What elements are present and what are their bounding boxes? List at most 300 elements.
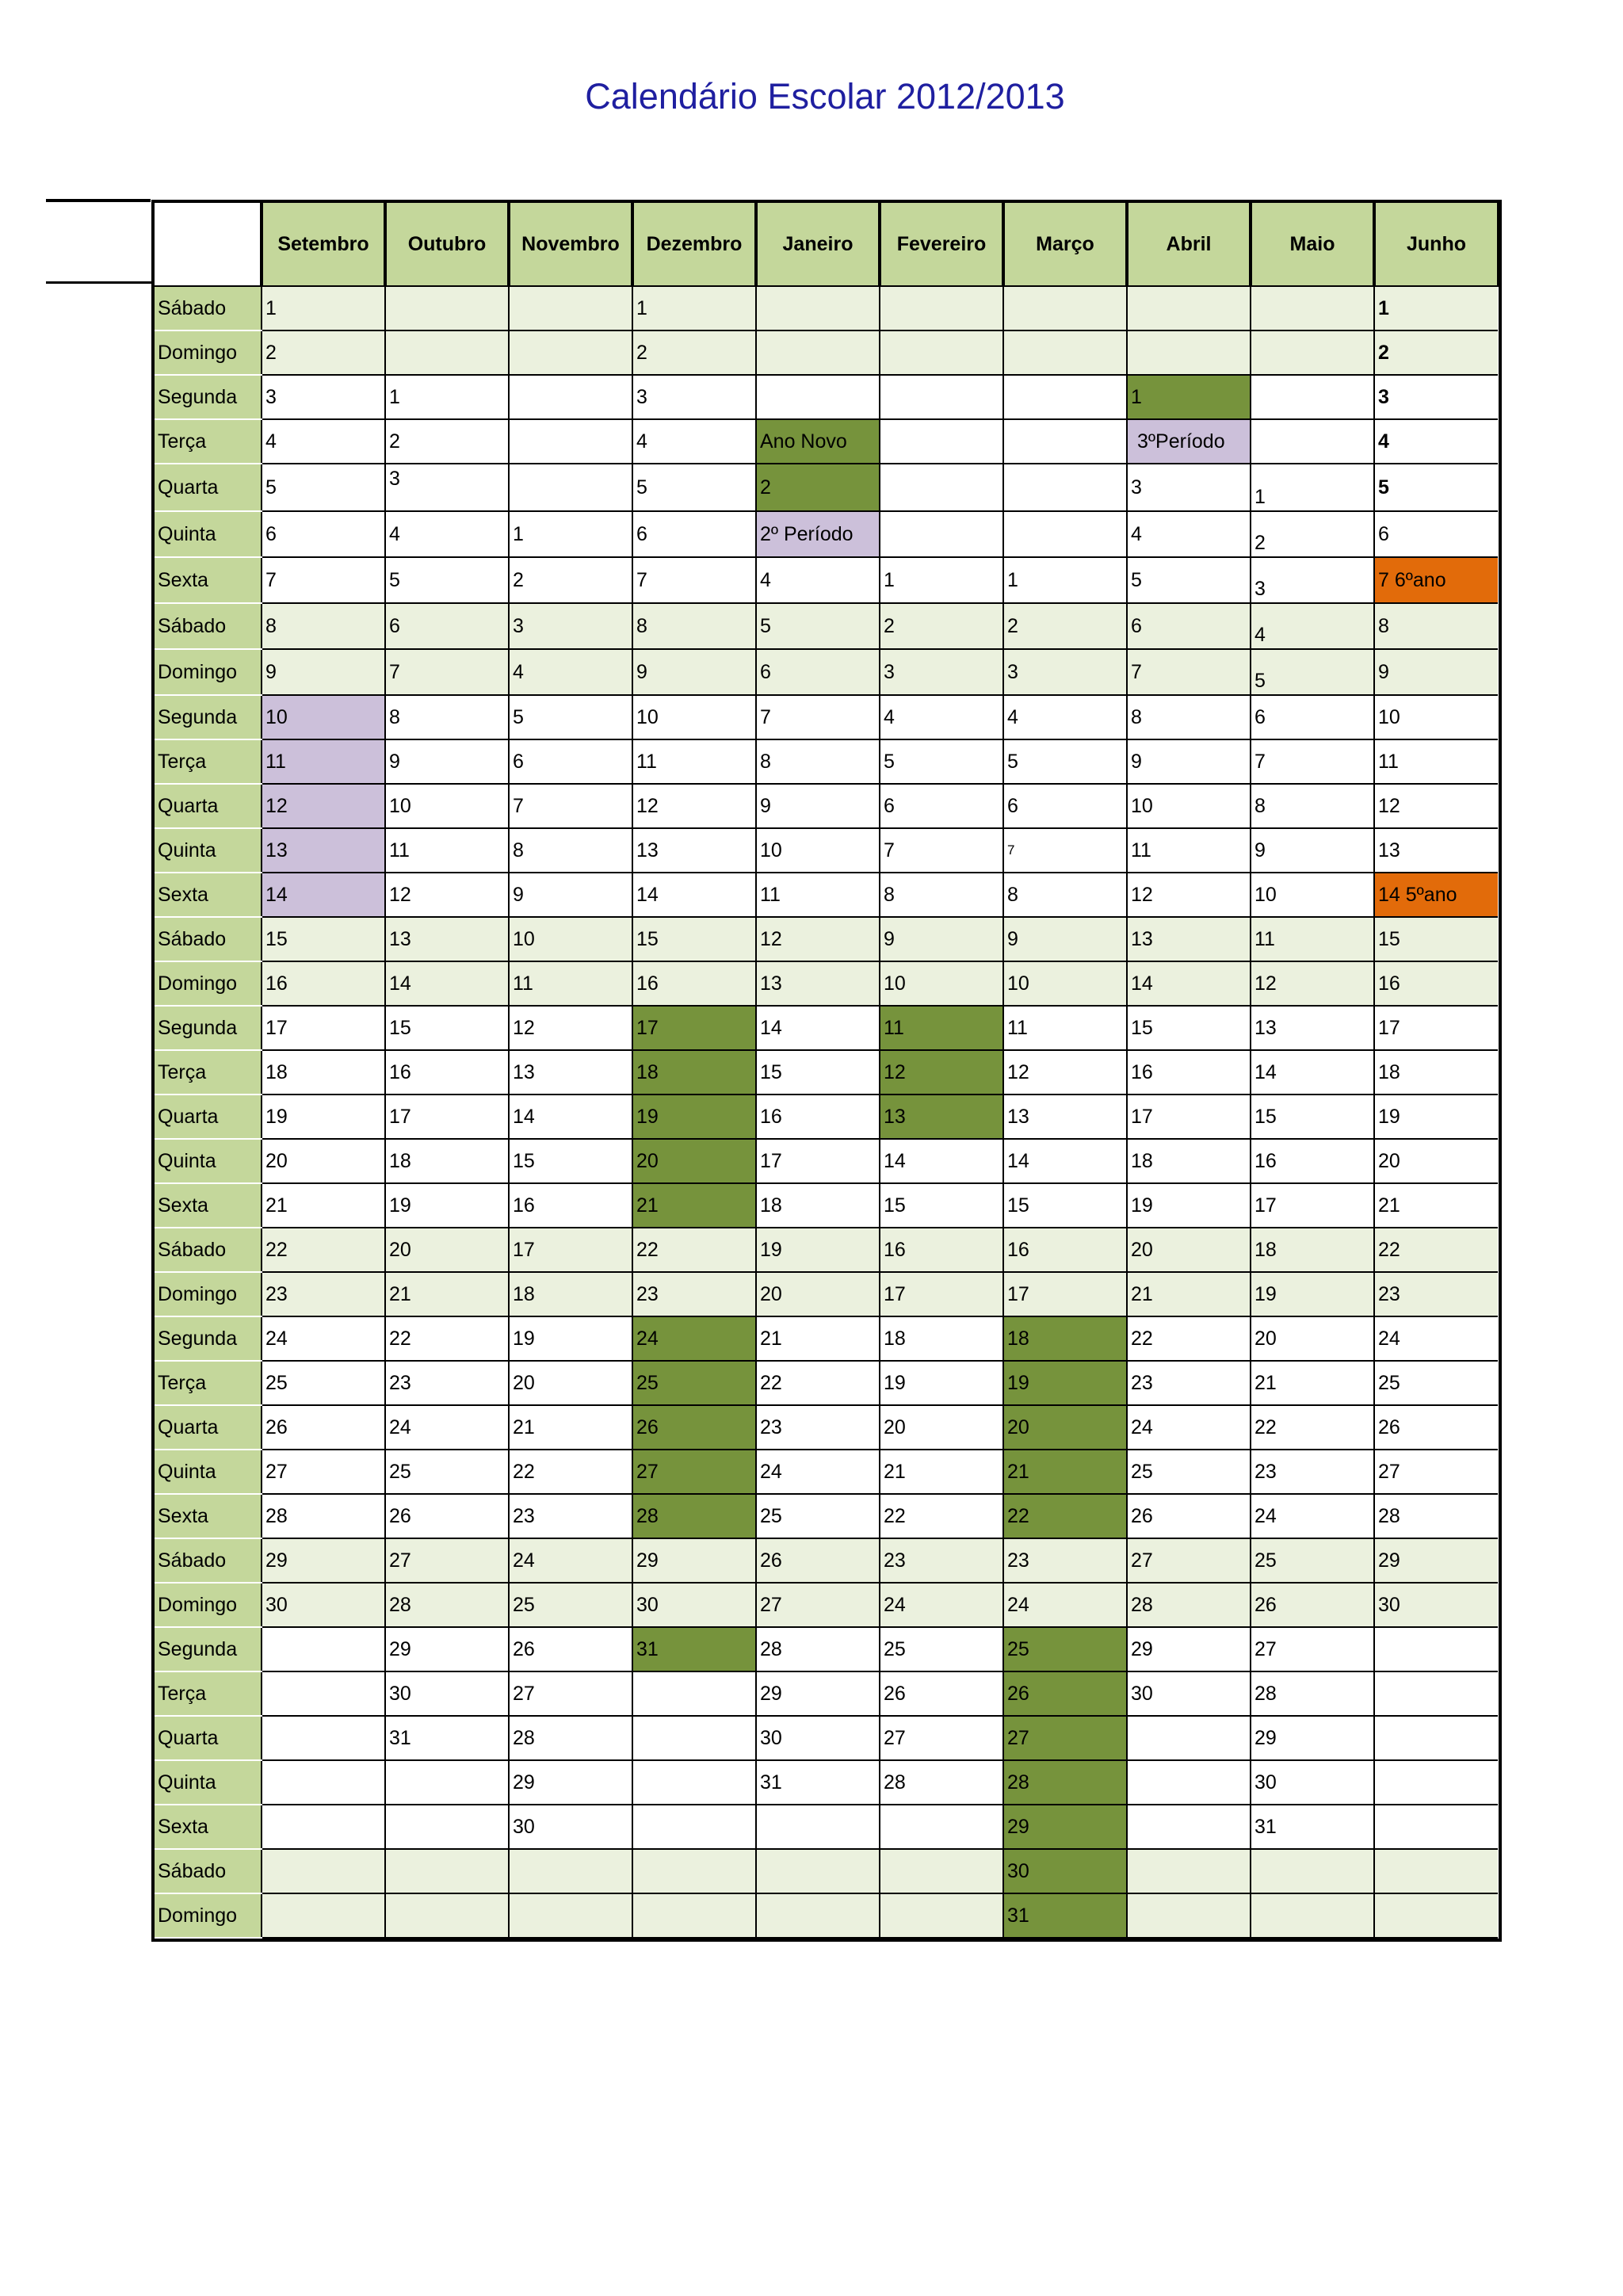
day-cell: 29 — [1127, 1627, 1251, 1671]
day-cell: 17 — [385, 1095, 509, 1139]
day-cell: 24 — [632, 1316, 756, 1361]
day-cell: 4 — [632, 419, 756, 464]
day-cell: 18 — [880, 1316, 1003, 1361]
day-cell: 23 — [756, 1405, 880, 1450]
day-cell: 21 — [880, 1450, 1003, 1494]
day-cell: 22 — [632, 1228, 756, 1272]
day-cell: 15 — [1003, 1183, 1127, 1228]
day-cell — [1003, 419, 1127, 464]
day-cell: 22 — [1003, 1494, 1127, 1538]
day-cell: 20 — [880, 1405, 1003, 1450]
day-cell: 5 — [509, 695, 632, 739]
day-cell: 24 — [1251, 1494, 1374, 1538]
table-row — [153, 649, 1498, 695]
table-row — [153, 286, 1498, 330]
day-cell — [1251, 1849, 1374, 1893]
day-cell: 2 — [262, 330, 385, 375]
day-cell: 1 — [632, 286, 756, 330]
day-cell: 20 — [385, 1228, 509, 1272]
day-cell: 2 — [1251, 511, 1374, 557]
day-cell: 10 — [632, 695, 756, 739]
day-cell: 29 — [1003, 1805, 1127, 1849]
day-cell: 24 — [1374, 1316, 1498, 1361]
weekday-label: Segunda — [153, 695, 262, 739]
table-row — [153, 1716, 1498, 1760]
weekday-label: Quarta — [153, 1405, 262, 1450]
day-cell — [756, 286, 880, 330]
day-cell — [385, 1893, 509, 1938]
day-cell: 28 — [1127, 1583, 1251, 1627]
day-cell: 11 — [632, 739, 756, 784]
day-cell: 25 — [632, 1361, 756, 1405]
day-cell: 19 — [880, 1361, 1003, 1405]
day-cell: 6 — [1127, 603, 1251, 649]
day-cell: 16 — [1127, 1050, 1251, 1095]
table-row — [153, 1583, 1498, 1627]
day-cell: 11 — [1003, 1006, 1127, 1050]
table-row — [153, 873, 1498, 917]
day-cell — [1003, 375, 1127, 419]
day-cell: 13 — [632, 828, 756, 873]
day-cell: 28 — [1003, 1760, 1127, 1805]
table-row — [153, 1627, 1498, 1671]
day-cell: 8 — [1127, 695, 1251, 739]
day-cell: 23 — [1374, 1272, 1498, 1316]
day-cell — [1127, 1716, 1251, 1760]
day-cell: 17 — [1127, 1095, 1251, 1139]
day-cell — [509, 1893, 632, 1938]
day-cell — [385, 1805, 509, 1849]
day-cell: 12 — [509, 1006, 632, 1050]
day-cell: 1 — [1374, 286, 1498, 330]
day-cell: 2 — [385, 419, 509, 464]
header-left-rule-bottom — [46, 281, 152, 284]
day-cell: 6 — [262, 511, 385, 557]
month-header: Março — [1003, 203, 1127, 286]
day-cell: 4 — [880, 695, 1003, 739]
page-title: Calendário Escolar 2012/2013 — [585, 76, 1065, 117]
day-cell — [1127, 1893, 1251, 1938]
day-cell: 5 — [1003, 739, 1127, 784]
day-cell: 17 — [880, 1272, 1003, 1316]
month-header: Fevereiro — [880, 203, 1003, 286]
day-cell: 28 — [632, 1494, 756, 1538]
day-cell: 24 — [1003, 1583, 1127, 1627]
day-cell: 25 — [1251, 1538, 1374, 1583]
day-cell: 10 — [509, 917, 632, 961]
day-cell — [632, 1671, 756, 1716]
day-cell: 15 — [1251, 1095, 1374, 1139]
day-cell: 29 — [1374, 1538, 1498, 1583]
day-cell — [1374, 1716, 1498, 1760]
day-cell: 16 — [880, 1228, 1003, 1272]
day-cell: 24 — [385, 1405, 509, 1450]
day-cell — [880, 464, 1003, 511]
weekday-label: Sábado — [153, 603, 262, 649]
day-cell: 6 — [385, 603, 509, 649]
day-cell — [262, 1849, 385, 1893]
day-cell — [262, 1716, 385, 1760]
day-cell: 13 — [509, 1050, 632, 1095]
day-cell: 15 — [1127, 1006, 1251, 1050]
day-cell: 24 — [509, 1538, 632, 1583]
day-cell — [262, 1627, 385, 1671]
day-cell: 2 — [1374, 330, 1498, 375]
day-cell: 27 — [756, 1583, 880, 1627]
day-cell — [1251, 330, 1374, 375]
table-row — [153, 511, 1498, 557]
day-cell — [385, 330, 509, 375]
weekday-label: Domingo — [153, 649, 262, 695]
day-cell: 23 — [509, 1494, 632, 1538]
day-cell: 6 — [1003, 784, 1127, 828]
day-cell: 3 — [1003, 649, 1127, 695]
weekday-label: Sexta — [153, 873, 262, 917]
day-cell — [262, 1760, 385, 1805]
day-cell: 10 — [1374, 695, 1498, 739]
weekday-label: Quinta — [153, 511, 262, 557]
weekday-label: Sábado — [153, 917, 262, 961]
table-row — [153, 1095, 1498, 1139]
day-cell: 7 — [262, 557, 385, 603]
table-row — [153, 1893, 1498, 1938]
day-cell: 31 — [385, 1716, 509, 1760]
day-cell: 22 — [385, 1316, 509, 1361]
day-cell — [632, 1805, 756, 1849]
day-cell: 29 — [385, 1627, 509, 1671]
table-row — [153, 1183, 1498, 1228]
day-cell: 2º Período — [756, 511, 880, 557]
day-cell: 13 — [1003, 1095, 1127, 1139]
day-cell — [632, 1849, 756, 1893]
day-cell: 16 — [385, 1050, 509, 1095]
day-cell: 20 — [1251, 1316, 1374, 1361]
day-cell: 26 — [1003, 1671, 1127, 1716]
day-cell: 30 — [1003, 1849, 1127, 1893]
day-cell: 7 — [1251, 739, 1374, 784]
day-cell: 28 — [509, 1716, 632, 1760]
day-cell: 25 — [1127, 1450, 1251, 1494]
table-row — [153, 1316, 1498, 1361]
day-cell: 26 — [756, 1538, 880, 1583]
day-cell: 20 — [509, 1361, 632, 1405]
day-cell: 3 — [385, 464, 509, 511]
day-cell: 20 — [1374, 1139, 1498, 1183]
day-cell: 12 — [632, 784, 756, 828]
month-header: Junho — [1374, 203, 1498, 286]
day-cell: 30 — [1374, 1583, 1498, 1627]
day-cell: 15 — [632, 917, 756, 961]
day-cell: 23 — [1127, 1361, 1251, 1405]
day-cell: 15 — [1374, 917, 1498, 961]
day-cell: 11 — [262, 739, 385, 784]
weekday-label: Quarta — [153, 464, 262, 511]
day-cell: 21 — [1127, 1272, 1251, 1316]
day-cell — [756, 1805, 880, 1849]
day-cell: 15 — [385, 1006, 509, 1050]
day-cell: 7 — [880, 828, 1003, 873]
day-cell: 19 — [262, 1095, 385, 1139]
day-cell — [880, 1805, 1003, 1849]
day-cell: 19 — [756, 1228, 880, 1272]
table-row — [153, 1006, 1498, 1050]
day-cell: 14 — [1127, 961, 1251, 1006]
day-cell: 13 — [1251, 1006, 1374, 1050]
day-cell — [632, 1893, 756, 1938]
day-cell: 12 — [1127, 873, 1251, 917]
day-cell: 21 — [262, 1183, 385, 1228]
weekday-label: Segunda — [153, 1316, 262, 1361]
day-cell: 11 — [509, 961, 632, 1006]
table-row — [153, 1760, 1498, 1805]
day-cell: 17 — [756, 1139, 880, 1183]
table-row — [153, 419, 1498, 464]
table-row — [153, 1405, 1498, 1450]
weekday-label: Sexta — [153, 1183, 262, 1228]
month-header: Setembro — [262, 203, 385, 286]
day-cell: 1 — [1127, 375, 1251, 419]
table-row — [153, 603, 1498, 649]
table-row — [153, 961, 1498, 1006]
day-cell — [385, 1849, 509, 1893]
day-cell — [756, 1893, 880, 1938]
day-cell — [1374, 1849, 1498, 1893]
day-cell: 12 — [385, 873, 509, 917]
day-cell: 9 — [1251, 828, 1374, 873]
weekday-label: Domingo — [153, 961, 262, 1006]
day-cell: 12 — [262, 784, 385, 828]
header-corner — [153, 203, 262, 286]
day-cell: 30 — [385, 1671, 509, 1716]
calendar-frame — [151, 200, 1502, 1942]
day-cell — [1127, 330, 1251, 375]
table-row — [153, 1671, 1498, 1716]
table-row — [153, 1805, 1498, 1849]
month-header: Janeiro — [756, 203, 880, 286]
day-cell: 4 — [1003, 695, 1127, 739]
day-cell: 1 — [385, 375, 509, 419]
day-cell: 28 — [756, 1627, 880, 1671]
day-cell: 13 — [385, 917, 509, 961]
day-cell: 29 — [509, 1760, 632, 1805]
day-cell: 18 — [385, 1139, 509, 1183]
weekday-label: Sábado — [153, 286, 262, 330]
day-cell: 11 — [1374, 739, 1498, 784]
day-cell: 7 — [756, 695, 880, 739]
day-cell: 3 — [1251, 557, 1374, 603]
day-cell: 19 — [1127, 1183, 1251, 1228]
day-cell: 4 — [1251, 603, 1374, 649]
table-row — [153, 828, 1498, 873]
day-cell: 8 — [632, 603, 756, 649]
day-cell: 16 — [632, 961, 756, 1006]
day-cell — [1251, 375, 1374, 419]
day-cell: 16 — [1374, 961, 1498, 1006]
day-cell: 26 — [632, 1405, 756, 1450]
day-cell — [632, 1760, 756, 1805]
day-cell — [632, 1716, 756, 1760]
day-cell: 9 — [756, 784, 880, 828]
day-cell: 11 — [385, 828, 509, 873]
day-cell: 20 — [1003, 1405, 1127, 1450]
weekday-label: Sábado — [153, 1849, 262, 1893]
header-left-rule — [46, 199, 151, 202]
day-cell: 28 — [262, 1494, 385, 1538]
day-cell: 30 — [1251, 1760, 1374, 1805]
day-cell: 26 — [385, 1494, 509, 1538]
day-cell: 3ºPeríodo — [1127, 419, 1251, 464]
table-row — [153, 1450, 1498, 1494]
day-cell: 23 — [880, 1538, 1003, 1583]
table-row — [153, 1272, 1498, 1316]
day-cell: 24 — [756, 1450, 880, 1494]
day-cell: 29 — [1251, 1716, 1374, 1760]
day-cell: 31 — [1003, 1893, 1127, 1938]
day-cell: 29 — [756, 1671, 880, 1716]
day-cell: 1 — [262, 286, 385, 330]
day-cell: 25 — [262, 1361, 385, 1405]
day-cell: 12 — [756, 917, 880, 961]
day-cell — [880, 1893, 1003, 1938]
day-cell: 19 — [632, 1095, 756, 1139]
day-cell: 8 — [1003, 873, 1127, 917]
table-row — [153, 1494, 1498, 1538]
day-cell: 4 — [1127, 511, 1251, 557]
day-cell: 5 — [1374, 464, 1498, 511]
day-cell: 18 — [1251, 1228, 1374, 1272]
day-cell: 17 — [262, 1006, 385, 1050]
day-cell: 16 — [1003, 1228, 1127, 1272]
day-cell — [1003, 464, 1127, 511]
day-cell: 22 — [880, 1494, 1003, 1538]
day-cell: 18 — [632, 1050, 756, 1095]
weekday-label: Quinta — [153, 1139, 262, 1183]
day-cell: 27 — [262, 1450, 385, 1494]
day-cell: 8 — [262, 603, 385, 649]
day-cell: 7 — [509, 784, 632, 828]
day-cell — [1127, 286, 1251, 330]
day-cell — [880, 1849, 1003, 1893]
day-cell: 21 — [509, 1405, 632, 1450]
day-cell — [1374, 1893, 1498, 1938]
day-cell — [756, 375, 880, 419]
day-cell: 6 — [756, 649, 880, 695]
table-row — [153, 1361, 1498, 1405]
day-cell: 6 — [1251, 695, 1374, 739]
day-cell: 23 — [632, 1272, 756, 1316]
day-cell: 20 — [756, 1272, 880, 1316]
day-cell: 22 — [1251, 1405, 1374, 1450]
day-cell — [385, 286, 509, 330]
table-row — [153, 1050, 1498, 1095]
weekday-label: Sexta — [153, 557, 262, 603]
weekday-label: Sexta — [153, 1494, 262, 1538]
day-cell: 26 — [880, 1671, 1003, 1716]
day-cell: Ano Novo — [756, 419, 880, 464]
day-cell: 8 — [1251, 784, 1374, 828]
day-cell: 1 — [1251, 464, 1374, 511]
day-cell — [1251, 419, 1374, 464]
day-cell: 12 — [1003, 1050, 1127, 1095]
weekday-label: Terça — [153, 419, 262, 464]
day-cell: 27 — [1374, 1450, 1498, 1494]
day-cell: 14 — [632, 873, 756, 917]
day-cell: 19 — [1003, 1361, 1127, 1405]
day-cell: 10 — [1251, 873, 1374, 917]
day-cell: 22 — [1374, 1228, 1498, 1272]
day-cell — [1374, 1760, 1498, 1805]
day-cell: 10 — [385, 784, 509, 828]
day-cell: 13 — [262, 828, 385, 873]
day-cell: 16 — [1251, 1139, 1374, 1183]
day-cell: 4 — [385, 511, 509, 557]
day-cell — [1374, 1805, 1498, 1849]
day-cell: 2 — [1003, 603, 1127, 649]
day-cell: 2 — [632, 330, 756, 375]
table-row — [153, 330, 1498, 375]
day-cell: 9 — [1374, 649, 1498, 695]
day-cell — [880, 330, 1003, 375]
day-cell: 20 — [1127, 1228, 1251, 1272]
day-cell — [880, 375, 1003, 419]
day-cell: 30 — [632, 1583, 756, 1627]
day-cell: 11 — [880, 1006, 1003, 1050]
day-cell: 22 — [509, 1450, 632, 1494]
day-cell: 8 — [880, 873, 1003, 917]
weekday-label: Quarta — [153, 1716, 262, 1760]
day-cell: 3 — [880, 649, 1003, 695]
day-cell: 18 — [1003, 1316, 1127, 1361]
table-row — [153, 1228, 1498, 1272]
day-cell: 4 — [509, 649, 632, 695]
day-cell: 20 — [632, 1139, 756, 1183]
table-row — [153, 464, 1498, 511]
day-cell: 11 — [756, 873, 880, 917]
day-cell: 2 — [756, 464, 880, 511]
day-cell: 29 — [262, 1538, 385, 1583]
day-cell — [509, 464, 632, 511]
day-cell: 9 — [1003, 917, 1127, 961]
weekday-label: Domingo — [153, 1893, 262, 1938]
weekday-label: Quarta — [153, 784, 262, 828]
day-cell: 14 5ºano — [1374, 873, 1498, 917]
day-cell: 15 — [509, 1139, 632, 1183]
day-cell: 25 — [1003, 1627, 1127, 1671]
month-header: Abril — [1127, 203, 1251, 286]
table-row — [153, 375, 1498, 419]
day-cell: 25 — [1374, 1361, 1498, 1405]
calendar-body — [153, 286, 1498, 1938]
day-cell: 17 — [1374, 1006, 1498, 1050]
day-cell: 10 — [880, 961, 1003, 1006]
day-cell: 7 — [385, 649, 509, 695]
day-cell: 14 — [880, 1139, 1003, 1183]
day-cell: 26 — [1374, 1405, 1498, 1450]
day-cell: 18 — [756, 1183, 880, 1228]
day-cell — [1127, 1805, 1251, 1849]
day-cell — [262, 1893, 385, 1938]
day-cell: 2 — [509, 557, 632, 603]
day-cell: 31 — [756, 1760, 880, 1805]
day-cell — [1251, 286, 1374, 330]
table-row — [153, 1139, 1498, 1183]
day-cell: 5 — [1127, 557, 1251, 603]
weekday-label: Domingo — [153, 330, 262, 375]
day-cell: 30 — [1127, 1671, 1251, 1716]
weekday-label: Terça — [153, 1050, 262, 1095]
day-cell — [1374, 1627, 1498, 1671]
day-cell: 6 — [880, 784, 1003, 828]
